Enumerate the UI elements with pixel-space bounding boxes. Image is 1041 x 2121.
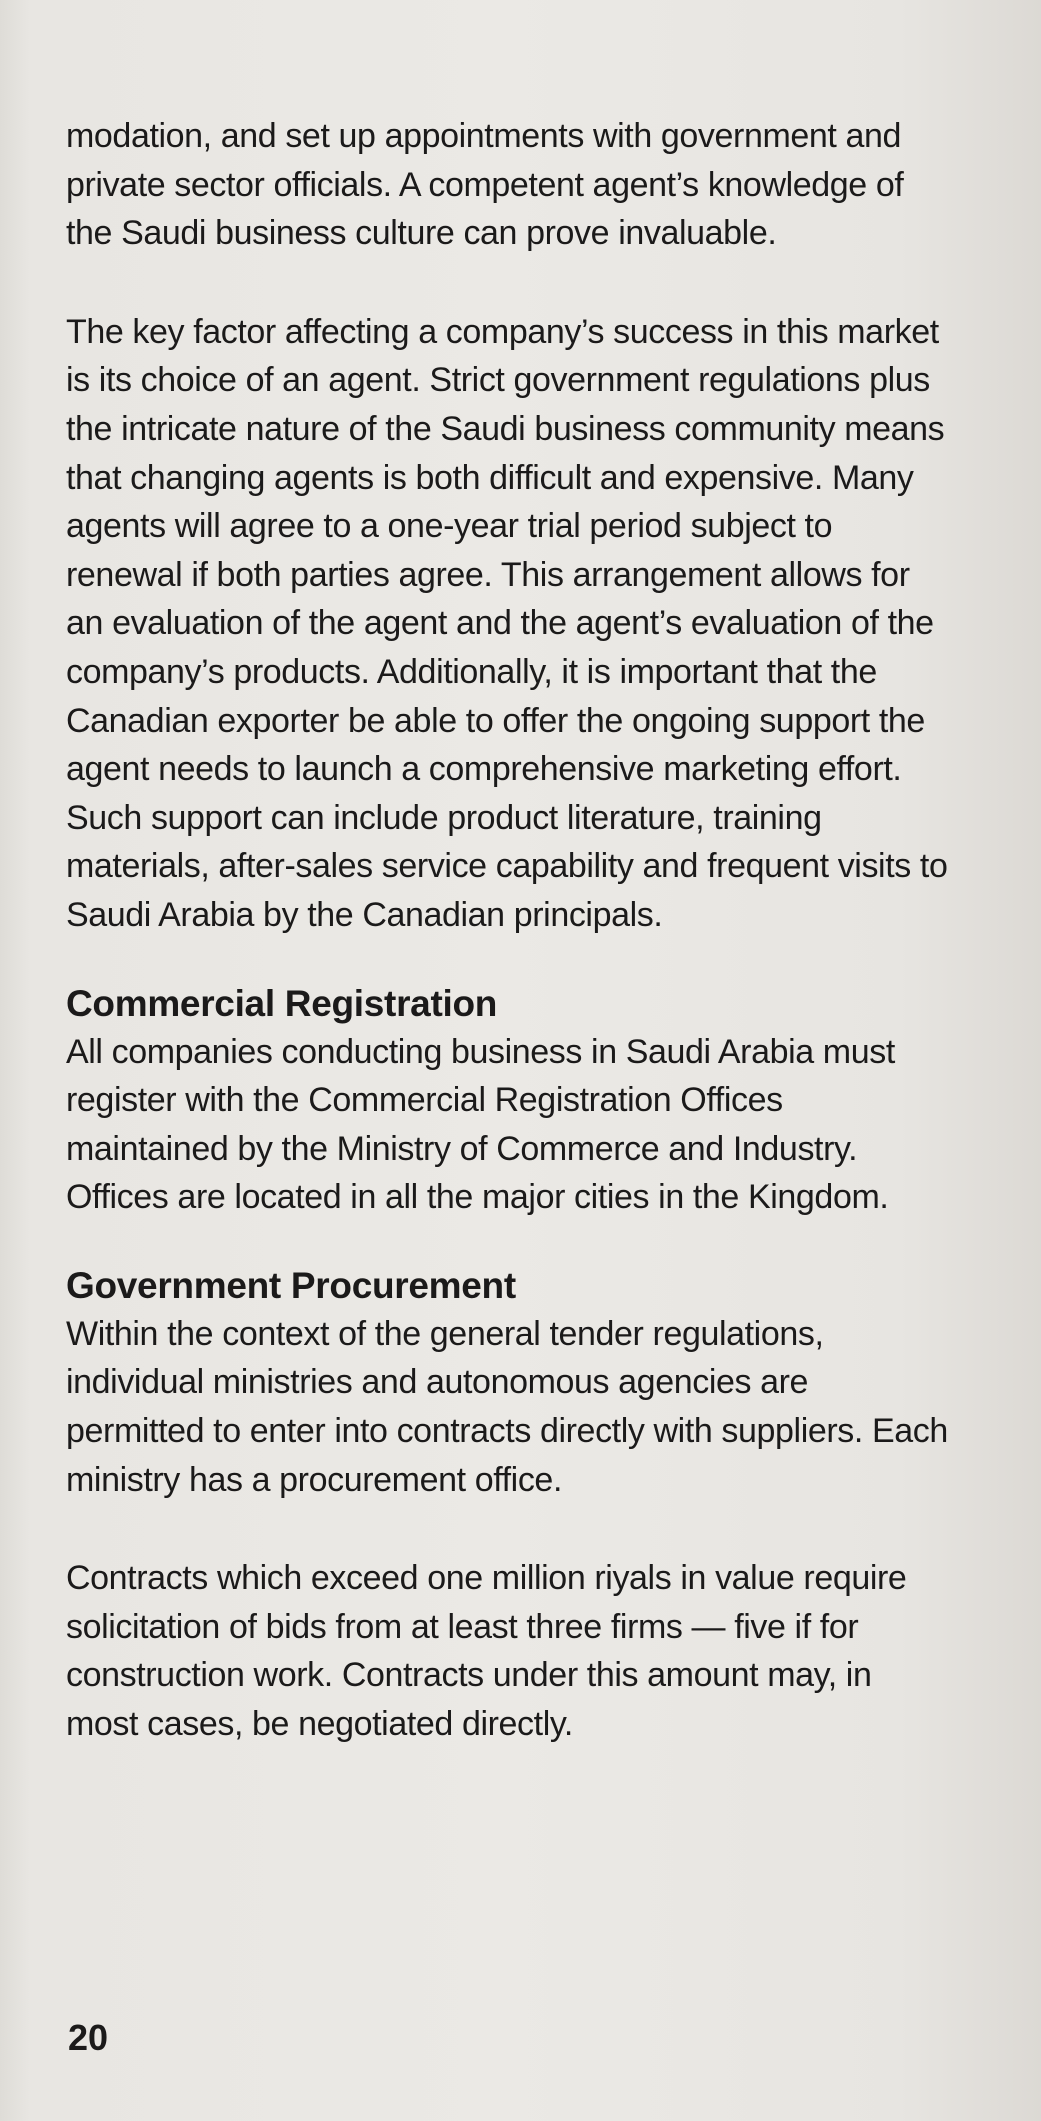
heading-commercial-registration: Commercial Registration bbox=[66, 982, 498, 1024]
paragraph-commercial-registration: All companies conducting business in Saudi Arabia must register with the Commercial Registration Offices maintained by the Ministry of Commerce and Industry. Offices are located in all the major cities in the Kingdom. bbox=[66, 1032, 895, 1217]
paragraph-agent-services: modation, and set up appointments with government and private sector officials. A competent agent’s knowledge of the Saudi business culture can prove invaluable. bbox=[66, 117, 904, 253]
heading-government-procurement: Government Procurement bbox=[66, 1264, 516, 1306]
paragraph-government-procurement: Within the context of the general tender regulations, individual ministries and autonomous agencies are permitted to enter into contracts directly with suppliers. Each ministry has a procurement office. bbox=[66, 1314, 948, 1499]
paragraph-agent-choice: The key factor affecting a company’s success in this market is its choice of an agent. Strict government regulations plus the intricate nature of the Saudi business community means that changing agents is both difficult and expensive. Many agents will agree to a one-year trial period subject to renewal if both parties agree. This arrangement allows for an evaluation of the agent and the agent’s evaluation of the company’s products. Additionally, it is important that the Canadian exporter be able to offer the ongoing support the agent needs to launch a comprehensive marketing effort. Such support can include product literature, training materials, after-sales service capability and frequent visits to Saudi Arabia by the Canadian principals. bbox=[66, 312, 948, 934]
page-number: 20 bbox=[68, 2017, 109, 2058]
page-content bbox=[66, 112, 951, 1749]
paragraph-contracts: Contracts which exceed one million riyals in value require solicitation of bids from at least three firms — five if for construction work. Contracts under this amount may, in most cases, be negotiated directly. bbox=[66, 1559, 907, 1744]
